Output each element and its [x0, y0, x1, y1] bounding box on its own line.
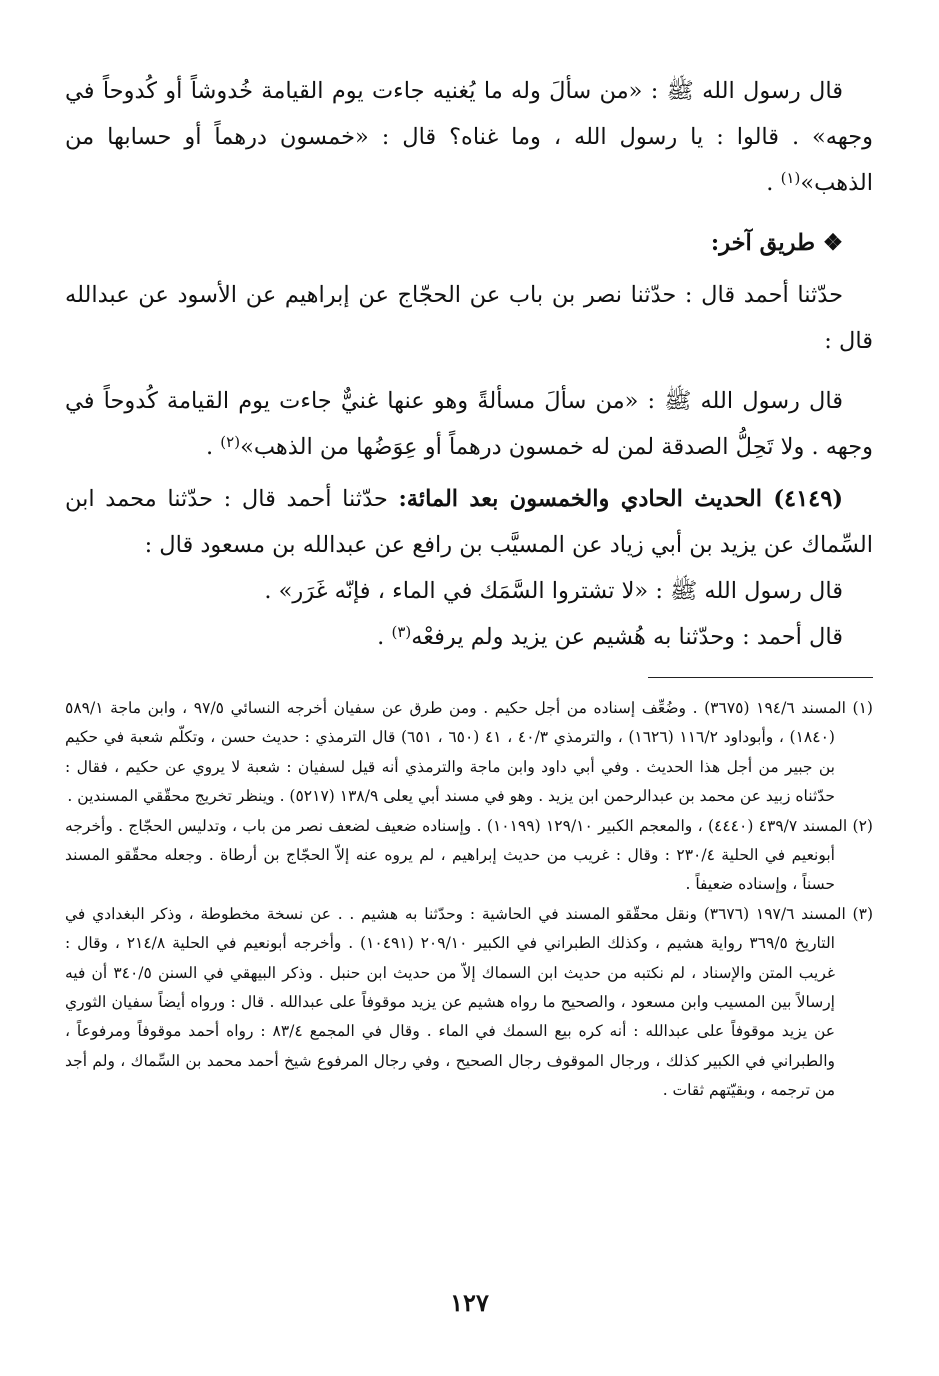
paragraph-hadith-2: [65, 378, 873, 470]
footnote-divider: [648, 677, 873, 678]
paragraph-hadith-1-text: قال رسول الله ﷺ : «من سألَ وله ما يُغنيه جاءت يوم القيامة خُدوشاً أو كُدوحاً في وجهه» . قالوا : يا رسول الله ، وما غناه؟ قال : «خمسون درهماً أو حسابها من الذهب»: [65, 78, 873, 196]
footnote-ref-2: (٢): [220, 433, 241, 451]
paragraph-end-3: .: [377, 624, 392, 650]
paragraph-ahmad-note: [65, 614, 873, 660]
hadith-151-isnad: حدّثنا أحمد قال : حدّثنا محمد ابن السِّماك عن يزيد بن أبي زياد عن المسيَّب بن رافع عن عبدالله بن مسعود قال :: [65, 486, 873, 558]
paragraph-hadith-3: قال رسول الله ﷺ : «لا تشتروا السَّمَك في الماء ، فإنّه غَرَر» .: [264, 578, 843, 604]
paragraph-hadith-151: [65, 476, 873, 568]
footnote-2: (٢) المسند ٤٣٩/٧ (٤٤٤٠) ، والمعجم الكبير ١٢٩/١٠ (١٠١٩٩) . وإسناده ضعيف لضعف نصر من باب ، وتدليس الحجّاج . وأخرجه أبونعيم في الحلية ٢٣٠/٤ : وقال : غريب من حديث إبراهيم ، لم يروه عنه إلاّ الحجّاج بن أرطاة . وجعله محقّقو المسند حسناً ، وإسناده ضعيفاً .: [65, 816, 873, 894]
paragraph-hadith-2-text: قال رسول الله ﷺ : «من سألَ مسألةً وهو عنها غنيٌّ جاءت يوم القيامة كُدوحاً في وجهه . ولا تَحِلُّ الصدقة لمن له خمسون درهماً أو عِوَضُها من الذهب»: [65, 388, 873, 460]
hadith-number-title: (٤١٤٩) الحديث الحادي والخمسون بعد المائة:: [398, 486, 843, 512]
footnotes: [65, 694, 873, 1106]
footnote-ref-3: (٣): [391, 623, 412, 641]
footnote-3: (٣) المسند ١٩٧/٦ (٣٦٧٦) ونقل محقّقو المسند في الحاشية : وحدّثنا به هشيم . . عن نسخة مخطوطة ، وذكر البغدادي في التاريخ ٣٦٩/٥ رواية هشيم ، وكذلك الطبراني في الكبير ٢٠٩/١٠ (١٠٤٩١) . وأخرجه أبونعيم في الحلية ٢١٤/٨ ، وقال : غريب المتن والإسناد ، لم نكتبه من حديث ابن السماك إلاّ من حديث ابن حنبل . وذكر البيهقي في السنن ٣٤٠/٥ أن فيه إرسالاً بين المسيب وابن مسعود ، والصحيح ما رواه هشيم عن يزيد موقوفاً على عبدالله . قال : ورواه أيضاً سفيان الثوري عن يزيد موقوفاً على عبدالله : أنه كره بيع السمك في الماء . وقال في المجمع ٨٣/٤ : رواه أحمد موقوفاً ومرفوعاً ، والطبراني في الكبير كذلك ، ورجال الموقوف رجال الصحيح ، وفي رجال المرفوع شيخ أحمد محمد بن السِّماك ، ولم أجد من ترجمه ، وبقيّتهم ثقات .: [65, 904, 873, 1100]
paragraph-ahmad-note-text: قال أحمد : وحدّثنا به هُشيم عن يزيد ولم يرفعْه: [411, 624, 843, 650]
page-number: ١٢٧: [450, 1288, 489, 1317]
paragraph-isnad-2: حدّثنا أحمد قال : حدّثنا نصر بن باب عن الحجّاج عن إبراهيم عن الأسود عن عبدالله قال :: [65, 282, 873, 354]
footnote-1: (١) المسند ١٩٤/٦ (٣٦٧٥) . وضُعِّف إسناده من أجل حكيم . ومن طرق عن سفيان أخرجه النسائي ٩٧/٥ ، وابن ماجة ٥٨٩/١ (١٨٤٠) ، وأبوداود ١١٦/٢ (١٦٢٦) ، والترمذي ٤٠/٣ ، ٤١ (٦٥٠ ، ٦٥١) قال الترمذي : حديث حسن ، وتكلّم شعبة في حكيم بن جبير من أجل هذا الحديث . وفي أبي داود وابن ماجة والترمذي أنه قيل لسفيان : شعبة لا يروي عن حكيم ، فقال : حدّثناه زبيد عن محمد بن عبدالرحمن ابن يزيد . وهو في مسند أبي يعلى ١٣٨/٩ (٥٢١٧) . وينظر تخريج محقّقي المسندين .: [65, 699, 873, 806]
paragraph-end-1: .: [766, 170, 781, 196]
paragraph-hadith-1: [65, 68, 873, 206]
section-heading-tariq: ❖ طريق آخر:: [710, 230, 843, 256]
paragraph-end-2: .: [205, 434, 221, 460]
main-text: [65, 68, 873, 660]
footnote-ref-1: (١): [780, 169, 801, 187]
